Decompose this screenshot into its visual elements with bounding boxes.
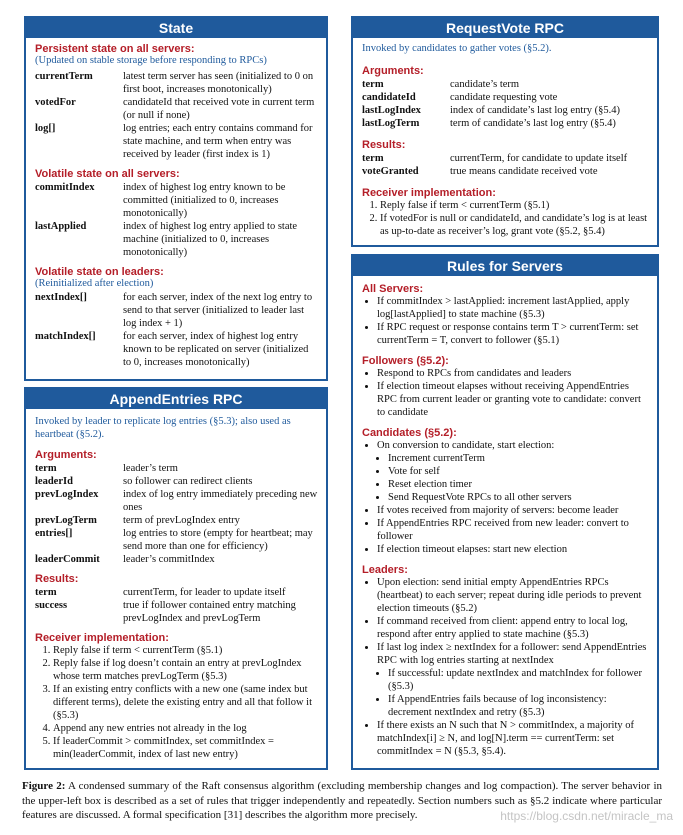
result-row	[35, 599, 318, 625]
field-name: votedFor	[35, 96, 76, 108]
request-vote-panel	[351, 16, 659, 247]
leader-state-note: (Reinitialized after election)	[35, 277, 154, 289]
arg-desc: log entries to store (empty for heartbeat; may send more than one for efficiency)	[123, 528, 313, 552]
rule-item: • If commitIndex > lastApplied: increment lastApplied, apply log[lastApplied] to state machine (§5.3)	[377, 295, 649, 321]
result-desc: true if follower contained entry matching prevLogIndex and prevLogTerm	[123, 600, 296, 624]
arg-desc: leader’s term	[123, 463, 178, 474]
arg-desc: index of log entry immediately preceding new ones	[123, 489, 318, 513]
state-panel	[24, 16, 328, 381]
arg-desc: candidate’s term	[450, 78, 520, 90]
rule-item: • If AppendEntries RPC received from new leader: convert to follower	[377, 517, 649, 543]
all-servers-heading: All Servers:	[362, 283, 424, 295]
rule-item: • If there exists an N such that N > commitIndex, a majority of matchIndex[i] ≥ N, and log[N].term == currentTerm: set commitIndex = N (§5.3, §5.4).	[377, 719, 649, 758]
replication-substep: • If AppendEntries fails because of log inconsistency: decrement nextIndex and retry (§5.3)	[388, 693, 649, 719]
arguments-heading: Arguments:	[362, 64, 424, 77]
field-desc: for each server, index of the next log entry to send to that server (initialized to leader last log index + 1)	[123, 292, 313, 329]
field-name: lastApplied	[35, 220, 87, 232]
results-heading: Results:	[362, 138, 406, 151]
append-entries-panel	[24, 387, 328, 770]
election-step: • Increment currentTerm	[388, 452, 649, 465]
append-entries-intro: Invoked by leader to replicate log entries (§5.3); also used as heartbeat (§5.2).	[35, 416, 291, 440]
arg-name: prevLogIndex	[35, 489, 99, 500]
receiver-step: 2. Reply false if log doesn’t contain an entry at prevLogIndex whose term matches prevLogTerm (§5.3)	[53, 657, 318, 683]
receiver-step: 3. If an existing entry conflicts with a new one (same index but different terms), delete the existing entry and all that follow it (§5.3)	[53, 683, 318, 722]
arg-name: lastLogTerm	[362, 117, 420, 129]
argument-row	[362, 91, 649, 104]
volatile-state-heading: Volatile state on all servers:	[35, 167, 180, 180]
field-name: commitIndex	[35, 181, 95, 193]
leaders-rules	[362, 576, 649, 758]
argument-row	[362, 78, 649, 91]
caption-text: A condensed summary of the Raft consensus algorithm (excluding membership changes and log compaction). The server behavior in the upper-left box is described as a set of rules that trigger independently and repeatedly. Section numbers such as §5.2 indicate where particular features are discussed. A formal specification [31] describes the algorithm more precisely.	[22, 780, 663, 821]
field-desc: log entries; each entry contains command for state machine, and term when entry was received by leader (first index is 1)	[123, 122, 313, 160]
leader-state-heading: Volatile state on leaders:	[35, 265, 164, 278]
arg-name: candidateId	[362, 91, 416, 103]
argument-row	[35, 514, 318, 527]
arg-name: leaderId	[35, 476, 73, 487]
arg-desc: candidate requesting vote	[450, 91, 558, 103]
rule-text: On conversion to candidate, start election:	[377, 440, 555, 451]
candidates-heading: Candidates (§5.2):	[362, 427, 457, 439]
result-row	[35, 586, 318, 599]
election-step: • Reset election timer	[388, 478, 649, 491]
receiver-heading: Receiver implementation:	[35, 632, 169, 644]
rule-item: • If election timeout elapses: start new election	[377, 543, 649, 556]
append-entries-title: AppendEntries RPC	[26, 389, 326, 409]
replication-substep: • If successful: update nextIndex and matchIndex for follower (§5.3)	[388, 667, 649, 693]
election-steps	[377, 452, 649, 504]
persistent-state-heading: Persistent state on all servers:	[35, 43, 195, 55]
rule-item: • If election timeout elapses without receiving AppendEntries RPC from current leader or granting vote to candidate: convert to candidate	[377, 380, 649, 419]
arg-name: lastLogIndex	[362, 104, 421, 116]
rules-title: Rules for Servers	[353, 256, 657, 276]
argument-row	[35, 462, 318, 475]
result-desc: currentTerm, for leader to update itself	[123, 587, 286, 598]
field-name: nextIndex[]	[35, 292, 87, 303]
argument-row	[35, 553, 318, 566]
state-field	[35, 181, 318, 220]
argument-row	[35, 527, 318, 553]
receiver-step: 2. If votedFor is null or candidateId, and candidate’s log is at least as up-to-date as receiver’s log, grant vote (§5.2, §5.4)	[380, 212, 649, 238]
rules-panel	[351, 254, 659, 770]
state-field	[35, 70, 318, 96]
rule-item	[377, 641, 649, 719]
caption-label: Figure 2:	[22, 780, 66, 792]
election-step: • Send RequestVote RPCs to all other servers	[388, 491, 649, 504]
result-name: term	[35, 587, 57, 598]
arg-desc: term of prevLogIndex entry	[123, 515, 240, 526]
arguments-heading: Arguments:	[35, 449, 97, 461]
rule-item	[377, 439, 649, 504]
field-desc: latest term server has seen (initialized to 0 on first boot, increases monotonically)	[123, 70, 314, 95]
rule-item: • If command received from client: append entry to local log, respond after entry applied to state machine (§5.3)	[377, 615, 649, 641]
results-heading: Results:	[35, 573, 79, 585]
arg-name: entries[]	[35, 528, 73, 539]
result-row	[362, 152, 649, 165]
replication-substeps	[377, 667, 649, 719]
request-vote-intro: Invoked by candidates to gather votes (§5.2).	[362, 43, 552, 54]
persistent-state-note: (Updated on stable storage before responding to RPCs)	[35, 55, 267, 66]
state-field	[35, 330, 318, 369]
arg-name: leaderCommit	[35, 554, 100, 565]
rule-item: • If RPC request or response contains term T > currentTerm: set currentTerm = T, convert to follower (§5.1)	[377, 321, 649, 347]
rule-item: • Respond to RPCs from candidates and leaders	[377, 367, 649, 380]
argument-row	[35, 488, 318, 514]
argument-row	[362, 104, 649, 117]
arg-desc: index of candidate’s last log entry (§5.4)	[450, 104, 620, 116]
receiver-step: 5. If leaderCommit > commitIndex, set commitIndex = min(leaderCommit, index of last new entry)	[53, 735, 318, 761]
state-field	[35, 220, 318, 259]
state-field	[35, 291, 318, 330]
arg-name: prevLogTerm	[35, 515, 97, 526]
argument-row	[362, 117, 649, 130]
result-desc: currentTerm, for candidate to update itself	[450, 152, 628, 164]
rule-item: • If votes received from majority of servers: become leader	[377, 504, 649, 517]
field-name: log[]	[35, 122, 56, 134]
field-desc: index of highest log entry applied to state machine (initialized to 0, increases monotonically)	[123, 220, 298, 258]
watermark: https://blog.csdn.net/miracle_ma	[500, 809, 673, 823]
field-name: currentTerm	[35, 70, 93, 82]
result-row	[362, 165, 649, 178]
candidates-rules	[362, 439, 649, 556]
receiver-steps	[362, 199, 649, 238]
result-name: voteGranted	[362, 165, 419, 177]
receiver-heading: Receiver implementation:	[362, 186, 496, 199]
followers-heading: Followers (§5.2):	[362, 355, 449, 367]
arg-name: term	[362, 78, 384, 90]
arg-desc: so follower can redirect clients	[123, 476, 253, 487]
result-name: success	[35, 600, 68, 611]
receiver-step: 4. Append any new entries not already in the log	[53, 722, 318, 735]
rule-item: • Upon election: send initial empty AppendEntries RPCs (heartbeat) to each server; repeat during idle periods to prevent election timeouts (§5.2)	[377, 576, 649, 615]
receiver-step: 1. Reply false if term < currentTerm (§5.1)	[380, 199, 649, 212]
receiver-steps	[35, 644, 318, 761]
receiver-step: 1. Reply false if term < currentTerm (§5.1)	[53, 644, 318, 657]
all-servers-rules	[362, 295, 649, 347]
state-title: State	[26, 18, 326, 38]
arg-name: term	[35, 463, 57, 474]
rule-text: If last log index ≥ nextIndex for a follower: send AppendEntries RPC with log entries starting at nextIndex	[377, 642, 647, 666]
argument-row	[35, 475, 318, 488]
followers-rules	[362, 367, 649, 419]
state-field	[35, 96, 318, 122]
result-name: term	[362, 152, 384, 164]
arg-desc: term of candidate’s last log entry (§5.4)	[450, 117, 616, 129]
election-step: • Vote for self	[388, 465, 649, 478]
result-desc: true means candidate received vote	[450, 165, 598, 177]
field-desc: candidateId that received vote in current term (or null if none)	[123, 96, 315, 121]
leaders-heading: Leaders:	[362, 564, 408, 576]
field-name: matchIndex[]	[35, 331, 96, 342]
field-desc: for each server, index of highest log entry known to be replicated on server (initialized to 0, increases monotonically)	[123, 331, 309, 368]
request-vote-title: RequestVote RPC	[353, 18, 657, 38]
field-desc: index of highest log entry known to be committed (initialized to 0, increases monotonically)	[123, 181, 286, 219]
arg-desc: leader’s commitIndex	[123, 554, 215, 565]
state-field	[35, 122, 318, 161]
